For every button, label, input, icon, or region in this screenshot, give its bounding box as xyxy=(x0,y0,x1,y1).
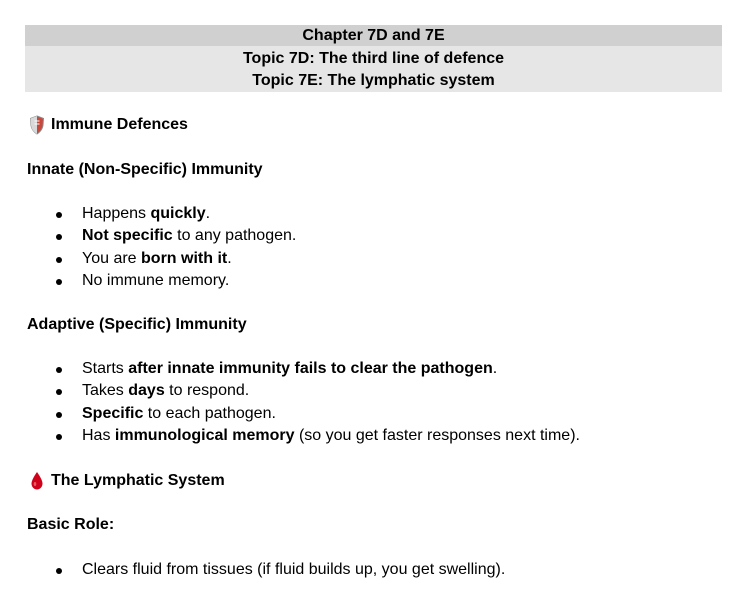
blood-drop-icon xyxy=(29,471,47,491)
lymphatic-system-heading xyxy=(27,470,225,492)
innate-immunity-list xyxy=(52,203,296,293)
topic-7d-title: Topic 7D: The third line of defence xyxy=(242,50,505,67)
list-item: Specific to each pathogen. xyxy=(52,403,580,425)
adaptive-immunity-heading xyxy=(27,314,247,336)
immune-defences-title: Immune Defences xyxy=(51,116,188,133)
topic-7e-title: Topic 7E: The lymphatic system xyxy=(252,72,495,89)
basic-role-title: Basic Role: xyxy=(27,516,115,533)
list-item: Clears fluid from tissues (if fluid builds up, you get swelling). xyxy=(52,559,505,581)
list-item: No immune memory. xyxy=(52,270,296,292)
list-item: Happens quickly. xyxy=(52,203,296,225)
chapter-title: Chapter 7D and 7E xyxy=(302,27,445,44)
shield-icon xyxy=(29,115,47,135)
innate-immunity-heading xyxy=(27,159,263,181)
list-item: You are born with it. xyxy=(52,248,296,270)
adaptive-immunity-title: Adaptive (Specific) Immunity xyxy=(27,316,247,333)
list-item: Not specific to any pathogen. xyxy=(52,225,296,247)
immune-defences-heading xyxy=(27,114,188,136)
basic-role-heading xyxy=(27,514,114,536)
chapter-header xyxy=(25,25,722,92)
list-item: Starts after innate immunity fails to clear the pathogen. xyxy=(52,358,580,380)
list-item: Has immunological memory (so you get faster responses next time). xyxy=(52,425,580,447)
list-item: Takes days to respond. xyxy=(52,380,580,402)
basic-role-list xyxy=(52,559,505,581)
innate-immunity-title: Innate (Non-Specific) Immunity xyxy=(27,161,263,178)
lymphatic-system-title: The Lymphatic System xyxy=(51,472,225,489)
adaptive-immunity-list xyxy=(52,358,580,448)
